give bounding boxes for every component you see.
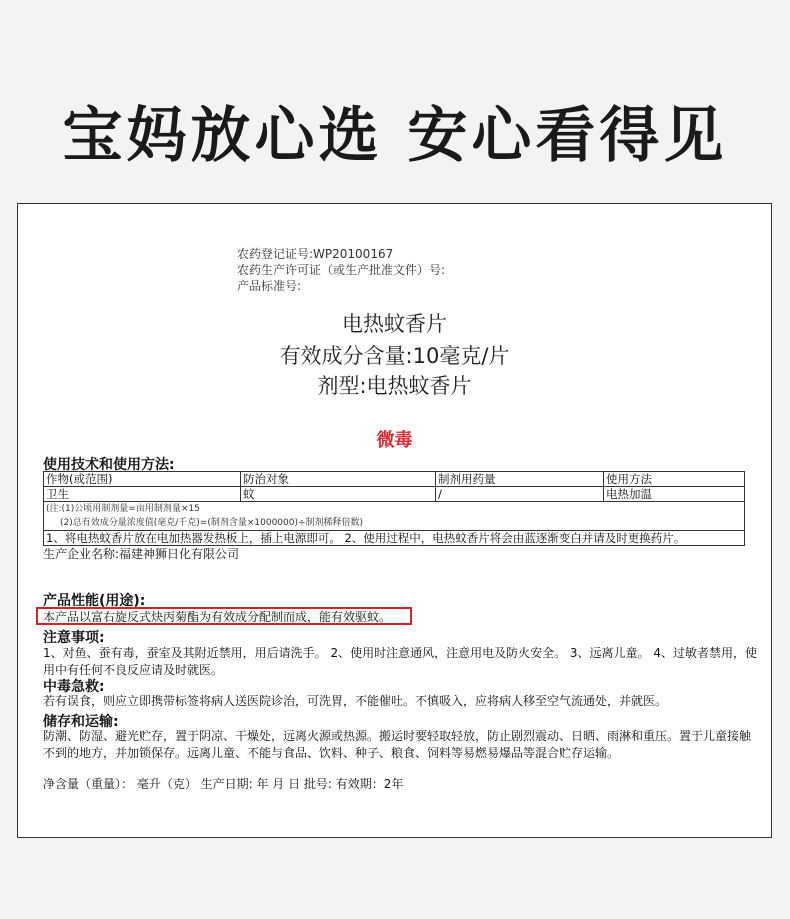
header-method: 使用方法 (604, 472, 745, 487)
active-content: 有效成分含量:10毫克/片 (279, 344, 510, 368)
performance-text: 本产品以富右旋反式炔丙菊酯为有效成分配制而成，能有效驱蚊。 (43, 610, 392, 624)
manufacturer: 生产企业名称:福建神狮日化有限公司 (43, 547, 240, 561)
table-row (44, 487, 745, 502)
cell-dosage: / (436, 487, 604, 502)
formulation: 剂型:电热蚊香片 (317, 374, 472, 398)
note-2: (2)总有效成分量浓度值(毫克/千克)=(制剂含量×1000000)÷制剂稀释倍数) (60, 518, 364, 528)
highlight-box (36, 607, 412, 625)
registration-number: 农药登记证号:WP20100167 (237, 247, 394, 261)
cell-crop: 卫生 (44, 487, 241, 502)
usage-instructions: 1、将电热蚊香片放在电加热器发热板上，插上电源即可。 2、使用过程中，电热蚊香片将会由蓝逐渐变白并请及时更换药片。 (44, 531, 745, 546)
cell-method: 电热加温 (604, 487, 745, 502)
table-notes (44, 502, 745, 531)
toxicity-label: 微毒 (376, 430, 413, 451)
header-crop: 作物(或范围) (44, 472, 241, 487)
label-document (17, 203, 772, 838)
first-aid-heading: 中毒急救: (43, 679, 105, 695)
performance-heading: 产品性能(用途): (43, 593, 146, 609)
storage-text: 防潮、防湿、避光贮存，置于阴凉、干燥处，远离火源或热源。搬运时要轻取轻放，防止剧烈震动、日晒、雨淋和重压。置于儿童接触不到的地方，并加锁保存。远离儿童、不能与食品、饮料、种子、粮食、饲料等易燃易爆品等混合贮存运输。 (43, 729, 752, 760)
production-license: 农药生产许可证（或生产批准文件）号: (237, 263, 446, 277)
table-header-row (44, 472, 745, 487)
note-1: (注:(1)公顷用制剂量=亩用制剂量×15 (46, 504, 200, 514)
cell-target: 蚊 (241, 487, 436, 502)
header-target: 防治对象 (241, 472, 436, 487)
headline: 宝妈放心选 安心看得见 (62, 101, 728, 171)
table-instructions-row (44, 531, 745, 546)
header-dosage: 制剂用药量 (436, 472, 604, 487)
usage-heading: 使用技术和使用方法: (43, 457, 175, 473)
precautions-heading: 注意事项: (43, 630, 105, 646)
first-aid-text: 若有误食，则应立即携带标签将病人送医院诊治，可洗胃，不能催吐。不慎吸入，应将病人移至空气流通处，并就医。 (43, 694, 668, 708)
footer-info: 净含量（重量）： 毫升（克） 生产日期: 年 月 日 批号: 有效期：2年 (43, 777, 404, 791)
precautions-text: 1、对鱼、蚕有毒，蚕室及其附近禁用，用后请洗手。 2、使用时注意通风，注意用电及防火安全。 3、远离儿童。 4、过敏者禁用，使用中有任何不良反应请及时就医。 (43, 646, 757, 677)
product-standard: 产品标准号: (237, 279, 302, 293)
storage-heading: 储存和运输: (43, 714, 119, 730)
usage-table (43, 471, 745, 546)
table-notes-row (44, 502, 745, 531)
product-name: 电热蚊香片 (342, 312, 447, 336)
